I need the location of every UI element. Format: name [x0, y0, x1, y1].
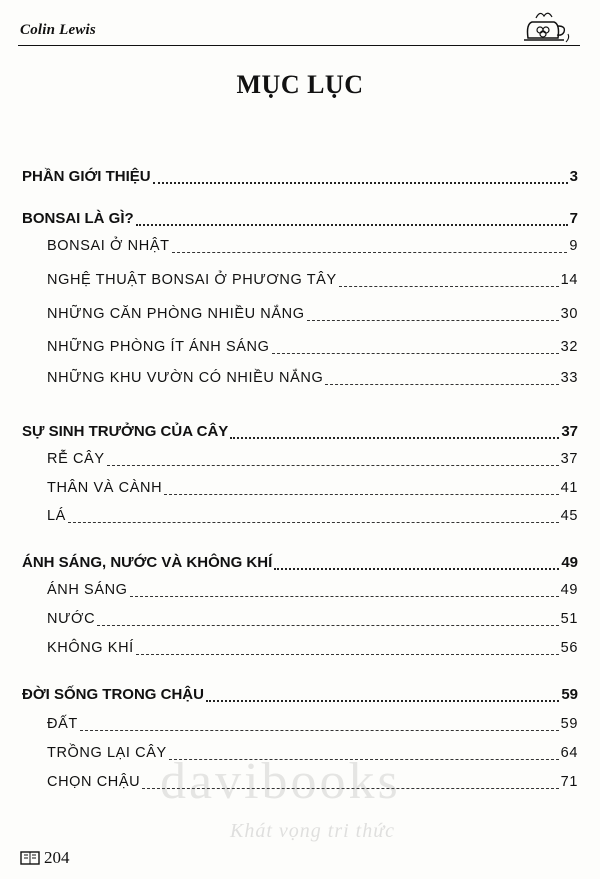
toc-dot-leader — [68, 521, 559, 523]
toc-entry-title: ĐẤT — [47, 716, 78, 732]
toc-entry-page: 56 — [560, 640, 578, 656]
page-number: 204 — [44, 848, 70, 867]
toc-entry-title: NGHỆ THUẬT BONSAI Ở PHƯƠNG TÂY — [47, 272, 337, 288]
toc-subentry — [47, 582, 578, 604]
toc-entry-page: 51 — [560, 611, 578, 627]
toc-dot-leader — [325, 383, 558, 385]
toc-subentry — [47, 640, 578, 662]
toc-entry-page: 3 — [569, 168, 578, 185]
toc-entry-page: 64 — [560, 745, 578, 761]
toc-entry-title: NHỮNG KHU VƯỜN CÓ NHIỀU NẮNG — [47, 370, 324, 386]
toc-subentry — [47, 451, 578, 473]
toc-dot-leader — [339, 285, 559, 287]
toc-entry-page: 59 — [560, 716, 578, 732]
toc-dot-leader — [136, 653, 559, 655]
toc-entry-title: KHÔNG KHÍ — [47, 640, 134, 656]
toc-entry-page: 7 — [569, 210, 578, 227]
toc-subentry — [47, 272, 578, 294]
toc-entry-page: 71 — [560, 774, 578, 790]
toc-entry-page: 37 — [561, 423, 578, 440]
toc-entry-title: NHỮNG CĂN PHÒNG NHIỀU NẮNG — [47, 306, 305, 322]
toc-entry-page: 37 — [560, 451, 578, 467]
toc-dot-leader — [164, 493, 558, 495]
toc-entry-title: PHẦN GIỚI THIỆU — [22, 168, 151, 185]
toc-entry-title: BONSAI LÀ GÌ? — [22, 210, 134, 227]
toc-entry-page: 33 — [560, 370, 578, 386]
toc-dot-leader — [97, 624, 558, 626]
toc-dot-leader — [136, 223, 568, 226]
toc-subentry — [47, 306, 578, 328]
toc-subentry — [47, 508, 578, 530]
toc-entry-page: 9 — [569, 238, 578, 254]
toc-entry-title: ÁNH SÁNG — [47, 582, 128, 598]
toc-subentry — [47, 611, 578, 633]
toc-section-entry — [22, 210, 578, 232]
toc-section-entry — [22, 168, 578, 190]
toc-subentry — [47, 339, 578, 361]
toc-entry-title: TRỒNG LẠI CÂY — [47, 745, 167, 761]
toc-dot-leader — [80, 729, 559, 731]
toc-entry-page: 45 — [560, 508, 578, 524]
toc-entry-page: 30 — [560, 306, 578, 322]
toc-entry-title: CHỌN CHẬU — [47, 774, 141, 790]
toc-entry-page: 41 — [560, 480, 578, 496]
watermark-tagline: Khát vọng tri thức — [230, 820, 396, 842]
toc-entry-title: ÁNH SÁNG, NƯỚC VÀ KHÔNG KHÍ — [22, 554, 273, 571]
toc-entry-title: BONSAI Ở NHẬT — [47, 238, 170, 254]
book-icon — [20, 850, 40, 866]
toc-dot-leader — [230, 436, 559, 439]
page-title: MỤC LỤC — [236, 70, 364, 99]
toc-dot-leader — [153, 181, 568, 184]
toc-entry-page: 49 — [561, 554, 578, 571]
toc-dot-leader — [130, 595, 559, 597]
toc-entry-title: RỄ CÂY — [47, 451, 105, 467]
toc-dot-leader — [172, 251, 568, 253]
toc-entry-title: LÁ — [47, 508, 66, 524]
toc-entry-title: NƯỚC — [47, 611, 96, 627]
toc-section-entry — [22, 686, 578, 708]
toc-entry-title: NHỮNG PHÒNG ÍT ÁNH SÁNG — [47, 339, 270, 355]
toc-entry-page: 59 — [561, 686, 578, 703]
toc-subentry — [47, 716, 578, 738]
toc-subentry — [47, 480, 578, 502]
toc-dot-leader — [107, 464, 559, 466]
toc-section-entry — [22, 423, 578, 445]
toc-entry-title: SỰ SINH TRƯỞNG CỦA CÂY — [22, 423, 229, 440]
toc-section-entry — [22, 554, 578, 576]
toc-entry-page: 49 — [560, 582, 578, 598]
toc-entry-page: 14 — [560, 272, 578, 288]
watermark-brand: davibooks — [160, 753, 401, 810]
header-author: Colin Lewis — [20, 22, 96, 38]
toc-dot-leader — [272, 352, 559, 354]
toc-dot-leader — [307, 319, 559, 321]
toc-entry-title: THÂN VÀ CÀNH — [47, 480, 163, 496]
toc-subentry — [47, 370, 578, 392]
toc-entry-page: 32 — [560, 339, 578, 355]
toc-entry-title: ĐỜI SỐNG TRONG CHẬU — [22, 686, 204, 703]
toc-dot-leader — [274, 567, 559, 570]
toc-dot-leader — [206, 699, 559, 702]
toc-subentry — [47, 238, 578, 260]
